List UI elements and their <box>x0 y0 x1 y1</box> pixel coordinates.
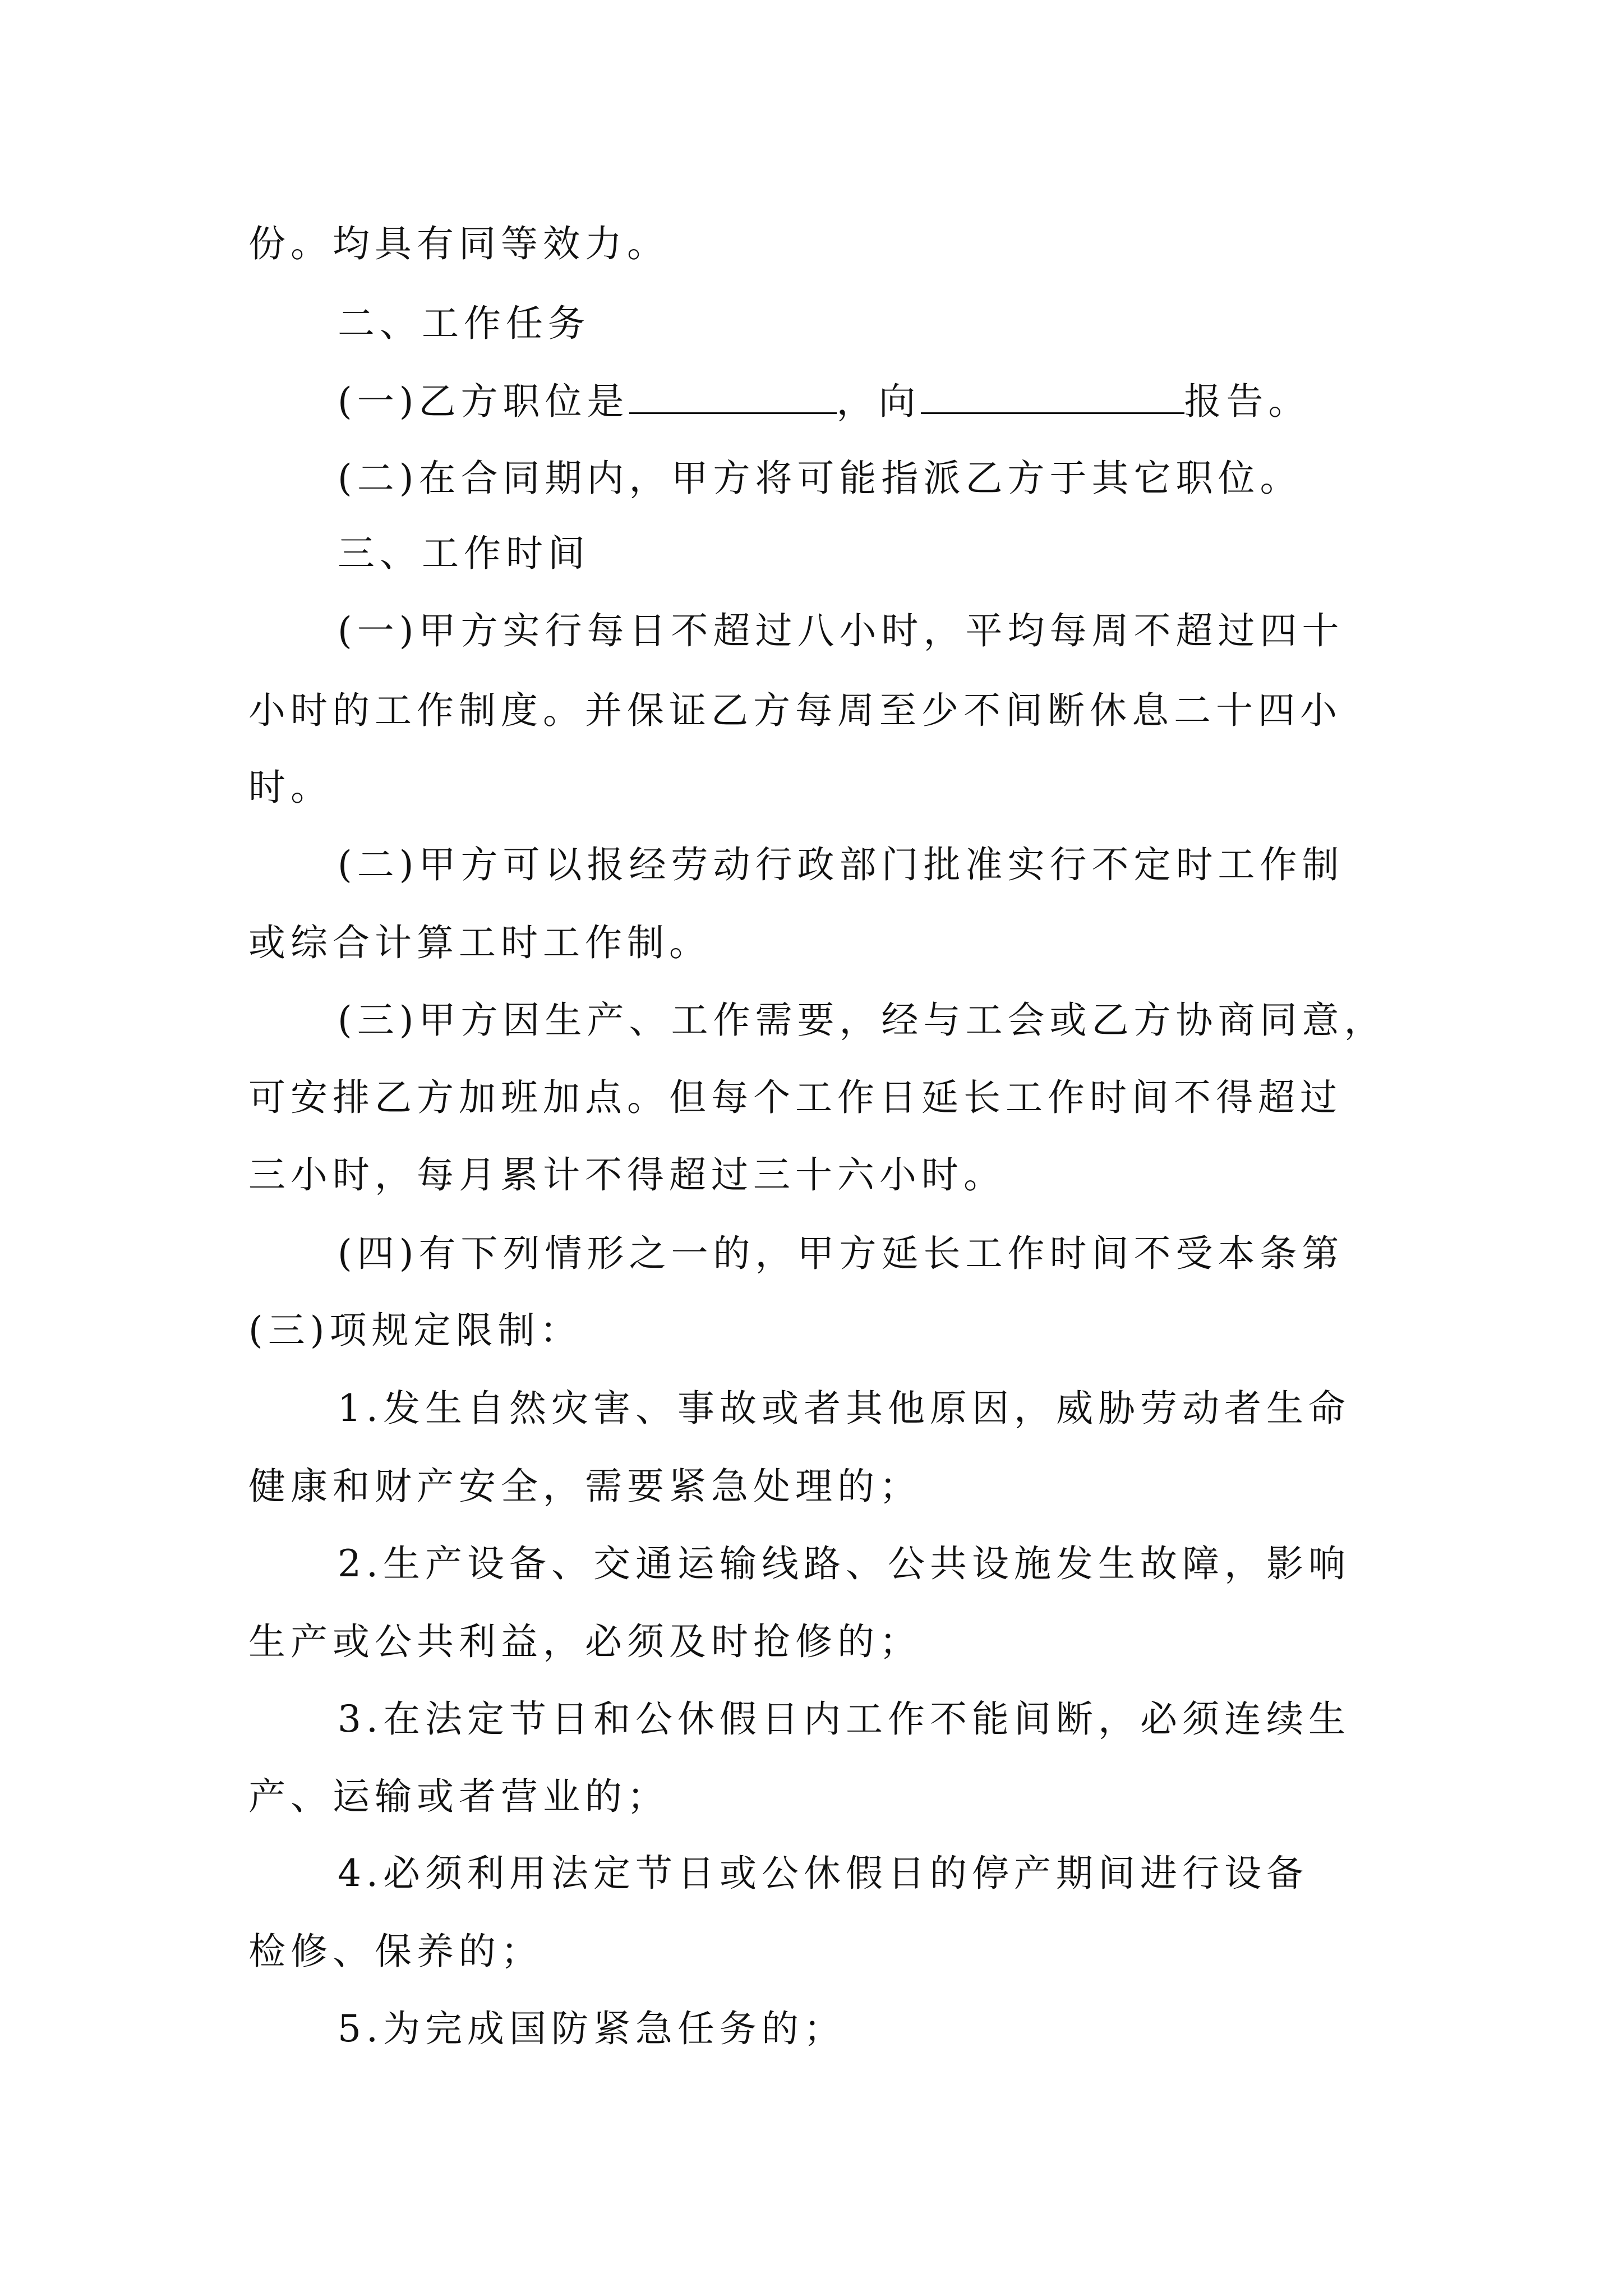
text-line: 生产或公共利益，必须及时抢修的； <box>248 1620 921 1663</box>
text-line-with-blanks <box>338 376 1311 427</box>
text-segment: 报告。 <box>1184 380 1311 423</box>
text-line: 份。均具有同等效力。 <box>248 222 669 265</box>
text-line: (一)甲方实行每日不超过八小时，平均每周不超过四十 <box>338 609 1344 652</box>
list-item: 3.在法定节日和公休假日内工作不能间断，必须连续生 <box>338 1697 1350 1741</box>
text-line: 三小时，每月累计不得超过三十六小时。 <box>248 1153 1006 1197</box>
text-line: 小时的工作制度。并保证乙方每周至少不间断休息二十四小 <box>248 689 1342 732</box>
list-item: 5.为完成国防紧急任务的； <box>338 2007 846 2050</box>
text-line: 或综合计算工时工作制。 <box>248 921 711 964</box>
section-heading: 二、工作任务 <box>338 302 590 345</box>
text-line: 检修、保养的； <box>248 1930 543 1973</box>
text-line: 产、运输或者营业的； <box>248 1775 669 1818</box>
text-line: (三)甲方因生产、工作需要，经与工会或乙方协商同意， <box>338 999 1386 1042</box>
text-line: (三)项规定限制： <box>248 1309 582 1352</box>
text-line: 健康和财产安全，需要紧急处理的； <box>248 1465 921 1508</box>
fill-in-blank-report-to <box>921 380 1184 414</box>
text-segment: (一)乙方职位是 <box>338 380 629 423</box>
text-line: (四)有下列情形之一的，甲方延长工作时间不受本条第 <box>338 1232 1344 1275</box>
list-item: 2.生产设备、交通运输线路、公共设施发生故障，影响 <box>338 1542 1350 1585</box>
list-item: 1.发生自然灾害、事故或者其他原因，威胁劳动者生命 <box>338 1387 1350 1430</box>
fill-in-blank-position <box>629 380 837 414</box>
text-line: (二)在合同期内，甲方将可能指派乙方于其它职位。 <box>338 457 1302 500</box>
section-heading: 三、工作时间 <box>338 532 590 575</box>
text-line: (二)甲方可以报经劳动行政部门批准实行不定时工作制 <box>338 843 1344 886</box>
text-line: 可安排乙方加班加点。但每个工作日延长工作时间不得超过 <box>248 1076 1342 1119</box>
text-segment: ，向 <box>836 380 921 423</box>
text-line: 时。 <box>248 766 333 809</box>
list-item: 4.必须利用法定节日或公休假日的停产期间进行设备 <box>338 1852 1308 1895</box>
